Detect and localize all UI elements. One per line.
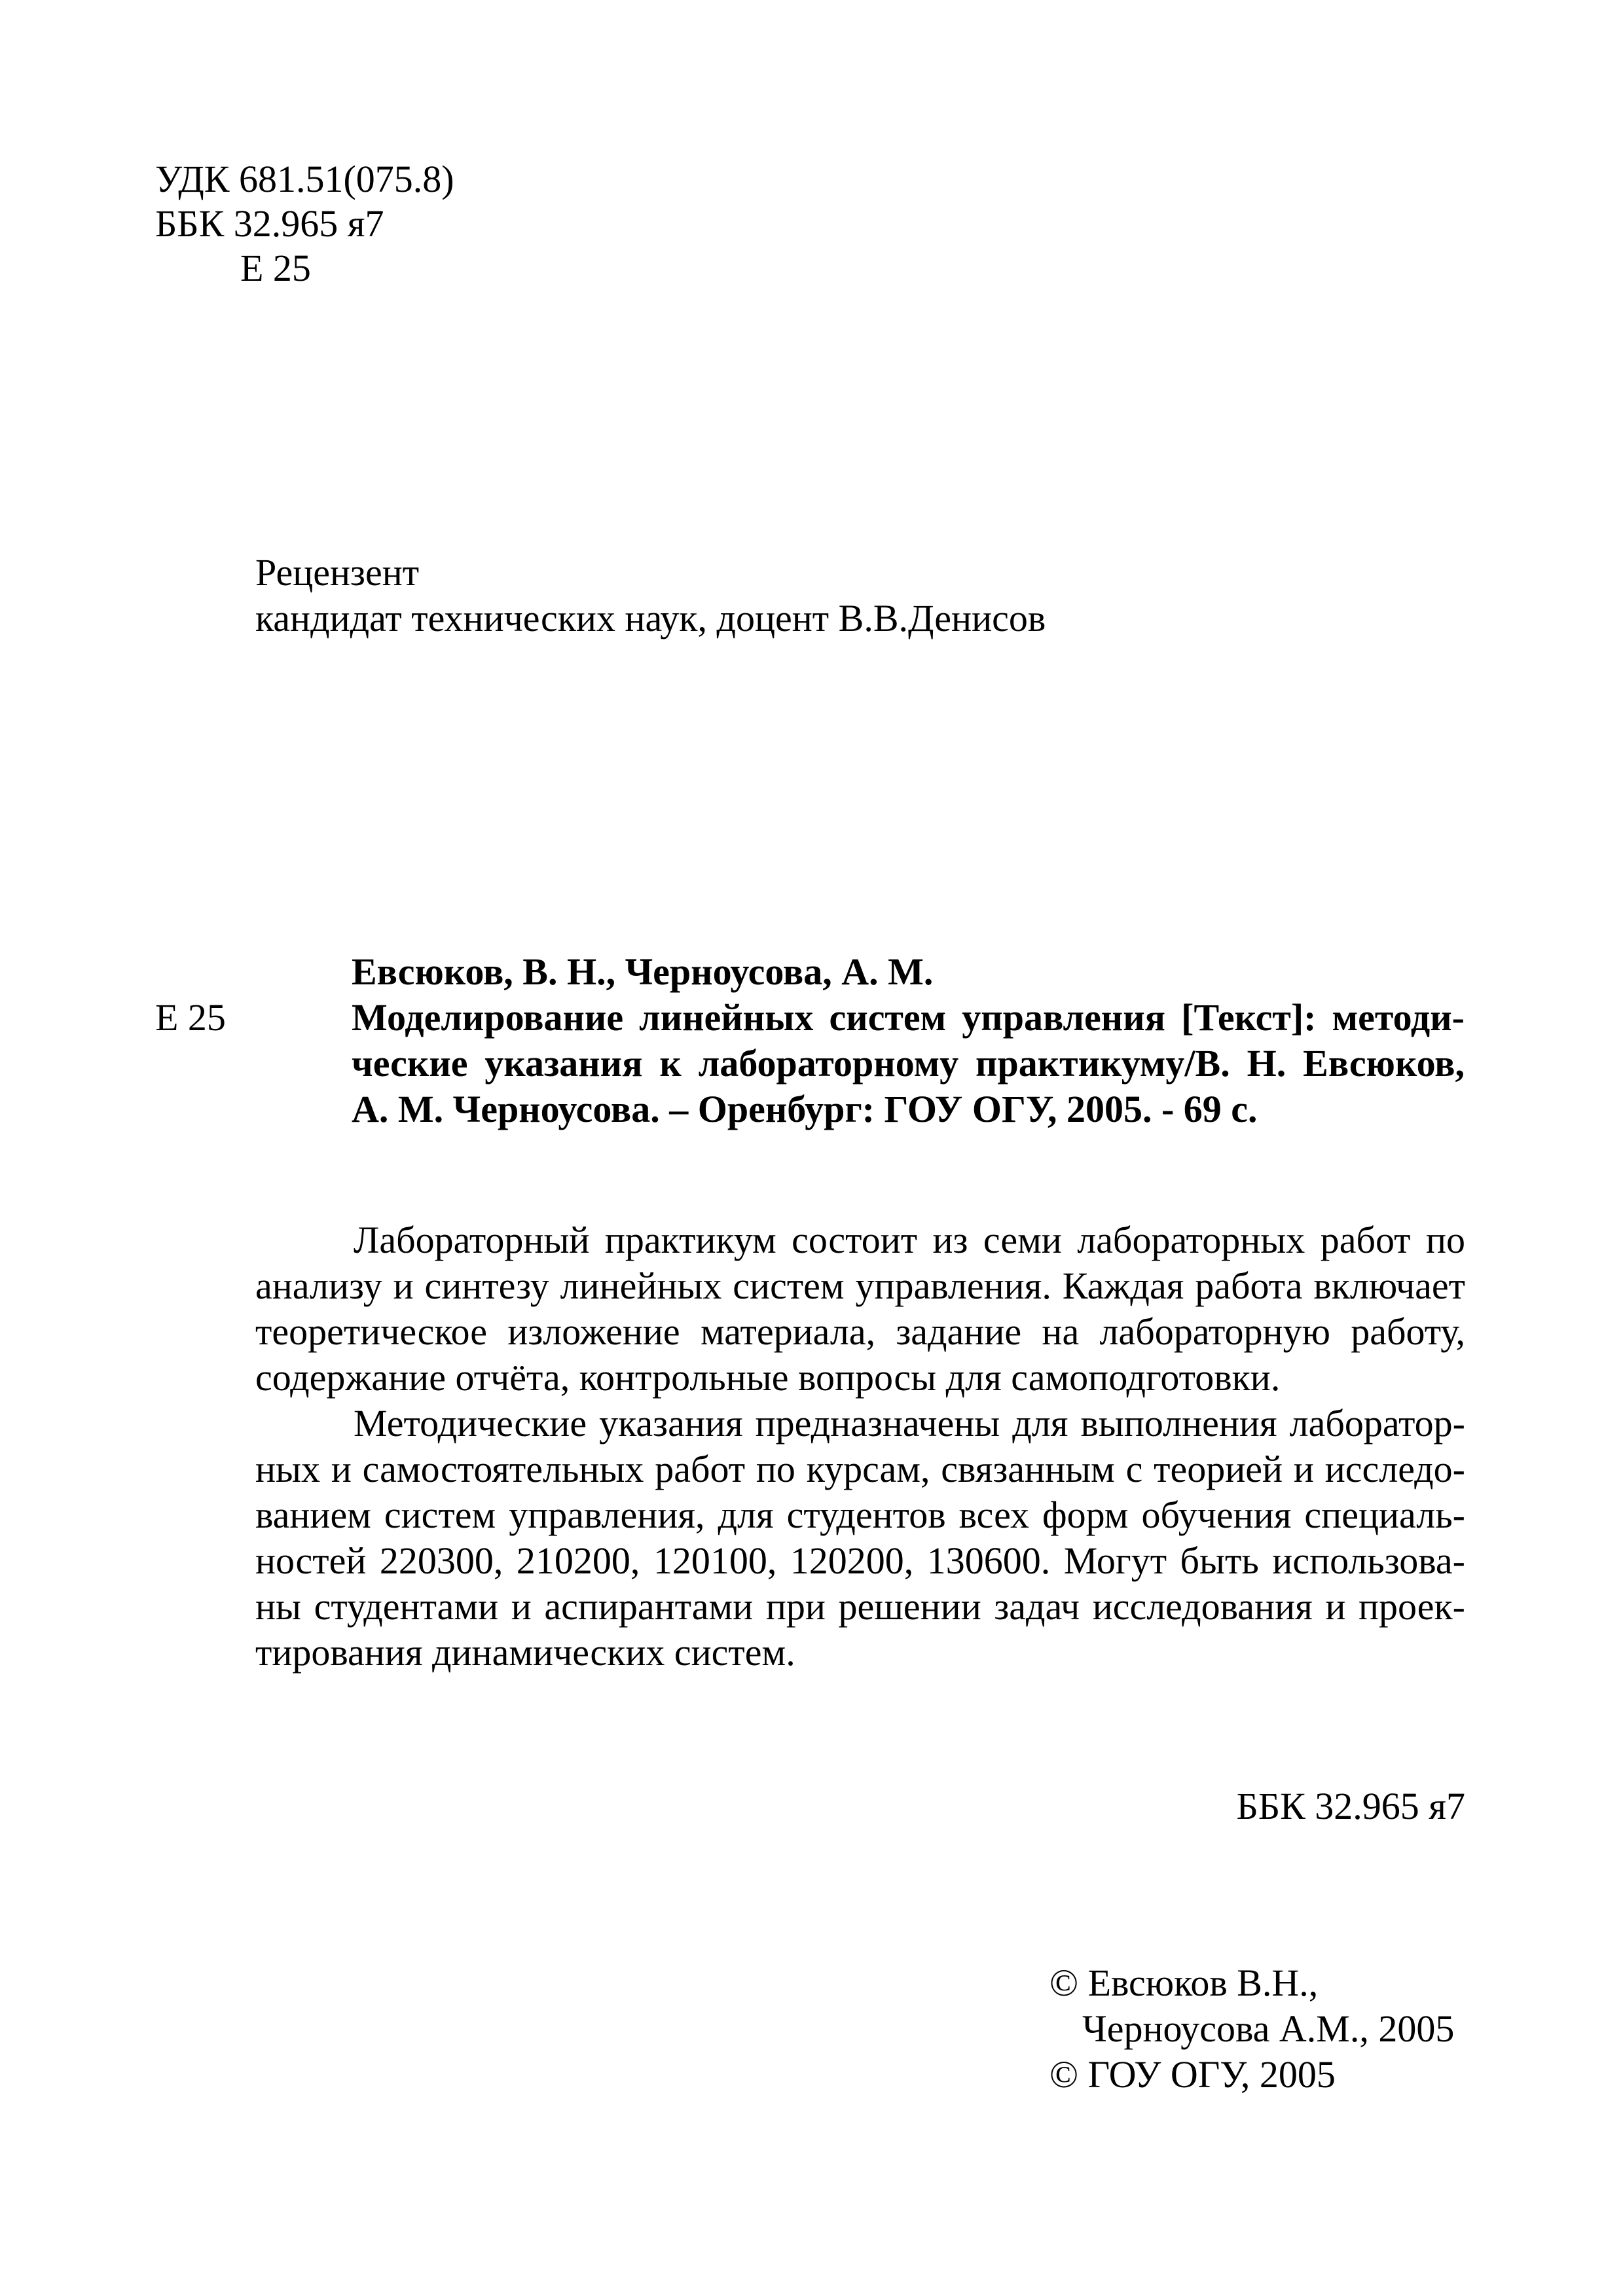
record-author-mark: Е 25	[155, 996, 226, 1039]
abstract-line: ностей 220300, 210200, 120100, 120200, 130600. Могут быть использова-	[255, 1539, 1465, 1582]
bbk-code: ББК 32.965 я7	[155, 202, 384, 245]
record-line: Моделирование линейных систем управления [Текст]: методи-	[352, 996, 1465, 1039]
abstract-line: ных и самостоятельных работ по курсам, связанным с теорией и исследо-	[255, 1448, 1465, 1490]
record-authors: Евсюков, В. Н., Черноусова, А. М.	[352, 950, 934, 993]
record-line: А. М. Черноусова. – Оренбург: ГОУ ОГУ, 2005. - 69 с.	[352, 1088, 1258, 1130]
copyright-line: Черноусова А.М., 2005	[1082, 2007, 1455, 2050]
record-line: ческие указания к лабораторному практикуму/В. Н. Евсюков,	[352, 1042, 1465, 1085]
abstract-line: тирования динамических систем.	[255, 1631, 795, 1674]
classification-block	[155, 157, 454, 291]
copyright-line: © ГОУ ОГУ, 2005	[1049, 2053, 1336, 2096]
reviewer-person: кандидат технических наук, доцент В.В.Денисов	[255, 597, 1046, 639]
abstract-line: содержание отчёта, контрольные вопросы для самоподготовки.	[255, 1356, 1281, 1399]
abstract-line: ванием систем управления, для студентов всех форм обучения специаль-	[255, 1494, 1465, 1536]
copyright-line: © Евсюков В.Н.,	[1049, 1962, 1319, 2004]
footer-bbk: ББК 32.965 я7	[1236, 1785, 1465, 1827]
abstract-line: анализу и синтезу линейных систем управления. Каждая работа включает	[255, 1265, 1465, 1307]
copyright-block	[1049, 1960, 1454, 2098]
udk-code: УДК 681.51(075.8)	[155, 158, 454, 200]
abstract-line: Лабораторный практикум состоит из семи лабораторных работ по	[354, 1219, 1465, 1261]
author-mark: Е 25	[240, 247, 311, 289]
abstract-line: Методические указания предназначены для выполнения лаборатор-	[354, 1402, 1465, 1444]
abstract	[255, 1217, 1465, 1676]
abstract-line: теоретическое изложение материала, задание на лабораторную работу,	[255, 1310, 1465, 1353]
abstract-line: ны студентами и аспирантами при решении задач исследования и проек-	[255, 1585, 1465, 1628]
reviewer-block	[255, 550, 1046, 641]
reviewer-label: Рецензент	[255, 551, 420, 594]
bibliographic-record	[352, 949, 1465, 1132]
